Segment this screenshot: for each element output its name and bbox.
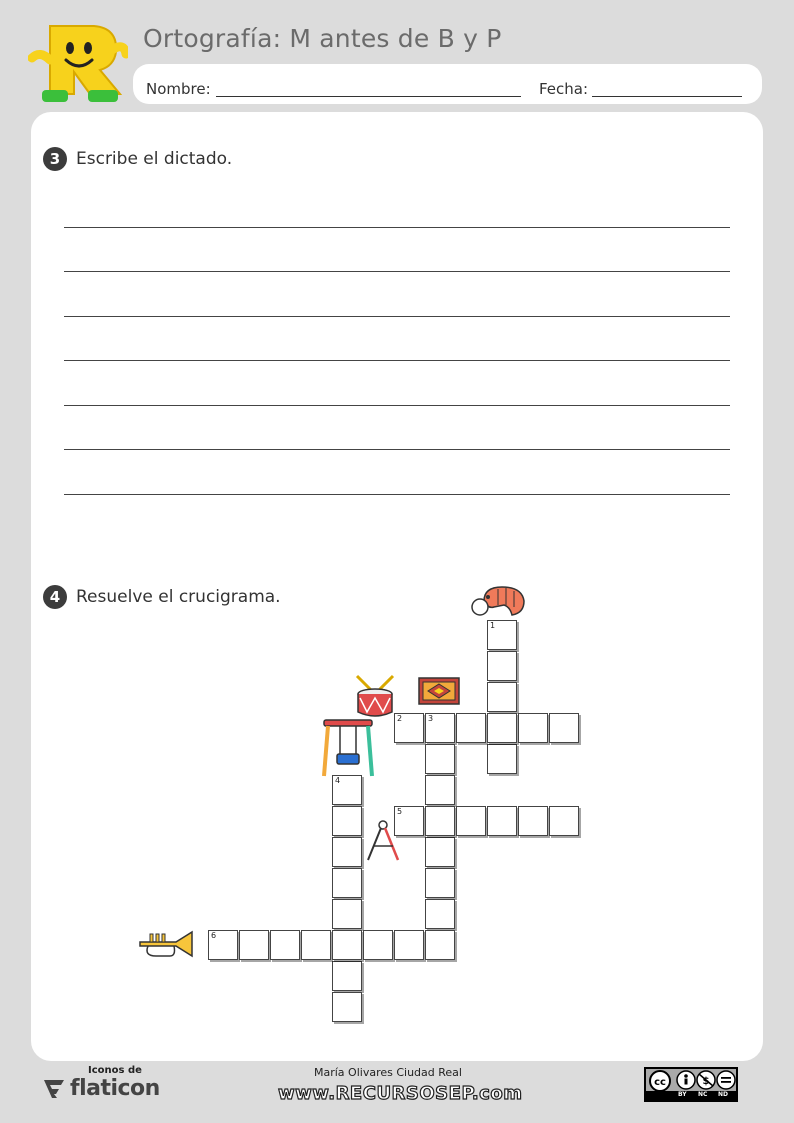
crossword-cell[interactable] xyxy=(425,837,455,867)
clue-number: 6 xyxy=(211,931,217,940)
crossword-cell[interactable] xyxy=(425,713,455,743)
crossword-cell[interactable] xyxy=(518,806,548,836)
crossword-cell[interactable] xyxy=(549,713,579,743)
crossword-cell[interactable] xyxy=(363,930,393,960)
crossword-cell[interactable] xyxy=(487,713,517,743)
dictation-line[interactable] xyxy=(64,227,730,228)
mascot-logo xyxy=(28,20,128,106)
crossword-cell[interactable] xyxy=(456,713,486,743)
exercise-instruction: Resuelve el crucigrama. xyxy=(76,587,281,607)
date-field[interactable] xyxy=(592,96,742,97)
flaticon-logo-icon xyxy=(42,1078,66,1100)
crossword-cell[interactable] xyxy=(301,930,331,960)
crossword-cell[interactable] xyxy=(239,930,269,960)
exercise-number-badge: 3 xyxy=(43,147,67,171)
svg-text:$: $ xyxy=(702,1076,710,1087)
crossword-cell[interactable] xyxy=(425,744,455,774)
dictation-line[interactable] xyxy=(64,405,730,406)
creative-commons-icon xyxy=(646,1069,736,1091)
crossword-cell[interactable] xyxy=(332,775,362,805)
dictation-line[interactable] xyxy=(64,271,730,272)
clue-number: 5 xyxy=(397,807,403,816)
shrimp-icon xyxy=(470,583,528,619)
date-label: Fecha: xyxy=(539,80,589,98)
crossword-cell[interactable] xyxy=(425,930,455,960)
clue-number: 2 xyxy=(397,714,403,723)
crossword-cell[interactable] xyxy=(332,868,362,898)
crossword-cell[interactable] xyxy=(487,620,517,650)
page-title: Ortografía: M antes de B y P xyxy=(143,24,502,53)
crossword-cell[interactable] xyxy=(332,961,362,991)
drum-icon xyxy=(353,674,397,720)
crossword-cell[interactable] xyxy=(487,682,517,712)
crossword-cell[interactable] xyxy=(518,713,548,743)
website-link[interactable]: www.RECURSOSEP.com xyxy=(278,1083,523,1104)
clue-number: 4 xyxy=(335,776,341,785)
license-by: BY xyxy=(678,1091,687,1098)
dictation-line[interactable] xyxy=(64,360,730,361)
crossword-cell[interactable] xyxy=(425,899,455,929)
compass-icon xyxy=(364,818,402,864)
crossword-cell[interactable] xyxy=(394,930,424,960)
clue-number: 3 xyxy=(428,714,434,723)
crossword-cell[interactable] xyxy=(425,775,455,805)
crossword-cell[interactable] xyxy=(394,713,424,743)
crossword-cell[interactable] xyxy=(487,806,517,836)
trumpet-icon xyxy=(138,928,196,960)
crossword-cell[interactable] xyxy=(208,930,238,960)
crossword-cell[interactable] xyxy=(549,806,579,836)
svg-text:cc: cc xyxy=(654,1077,666,1088)
crossword-cell[interactable] xyxy=(332,806,362,836)
crossword-cell[interactable] xyxy=(425,806,455,836)
crossword-cell[interactable] xyxy=(487,744,517,774)
crossword-cell[interactable] xyxy=(270,930,300,960)
exercise-number-badge: 4 xyxy=(43,585,67,609)
name-field[interactable] xyxy=(216,96,521,97)
dictation-line[interactable] xyxy=(64,316,730,317)
crossword-cell[interactable] xyxy=(332,992,362,1022)
flaticon-wordmark: flaticon xyxy=(70,1076,160,1101)
icons-credit-label: Iconos de xyxy=(88,1065,142,1076)
license-nc: NC xyxy=(698,1091,708,1098)
crossword-cell[interactable] xyxy=(425,868,455,898)
swing-icon xyxy=(320,718,376,778)
dictation-line[interactable] xyxy=(64,494,730,495)
author-credit: María Olivares Ciudad Real xyxy=(314,1066,462,1079)
license-nd: ND xyxy=(718,1091,729,1098)
crossword-cell[interactable] xyxy=(332,837,362,867)
clue-number: 1 xyxy=(490,621,496,630)
crossword-cell[interactable] xyxy=(332,899,362,929)
license-badge xyxy=(644,1067,738,1102)
rug-icon xyxy=(416,676,462,706)
exercise-instruction: Escribe el dictado. xyxy=(76,149,233,169)
dictation-line[interactable] xyxy=(64,449,730,450)
name-date-bar xyxy=(133,64,762,104)
crossword-cell[interactable] xyxy=(332,930,362,960)
crossword-cell[interactable] xyxy=(487,651,517,681)
name-label: Nombre: xyxy=(146,80,211,98)
crossword-cell[interactable] xyxy=(456,806,486,836)
